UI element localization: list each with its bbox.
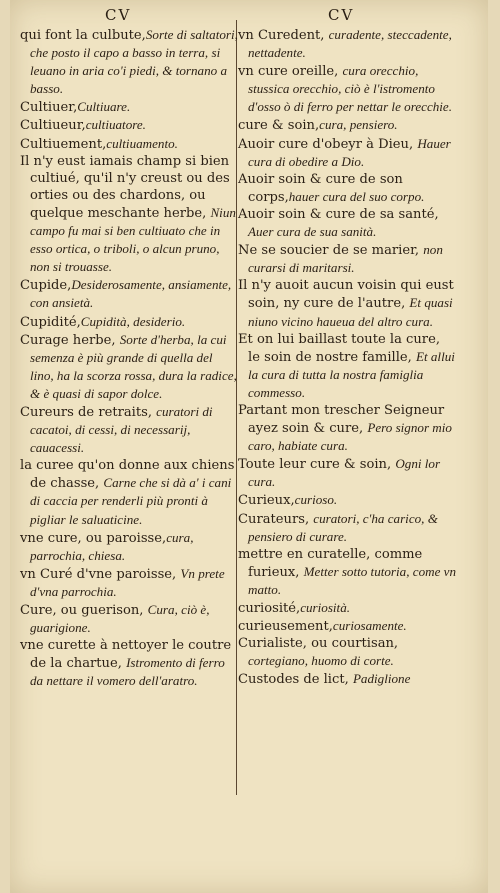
- right-column: [238, 26, 456, 688]
- dictionary-entry: Auoir cure d'obeyr à Dieu, Hauer cura di obedire a Dio.: [238, 135, 451, 169]
- dictionary-entry: qui font la culbute,Sorte di saltatori, che posto il capo a basso in terra, si leuano in aria co'i piedi, & tornano a basso.: [20, 27, 238, 97]
- dictionary-entry: mettre en curatelle, comme furieux, Metter sotto tutoria, come vn matto.: [238, 546, 457, 597]
- running-header: [10, 6, 488, 26]
- header-right: CV: [328, 6, 355, 24]
- book-page: [10, 0, 488, 893]
- dictionary-entry: Cupide,Desiderosamente, ansiamente, con ansietà.: [20, 277, 232, 311]
- dictionary-entry: vn cure oreille, cura orecchio, stussica orecchio, ciò è l'istromento d'osso ò di ferro per nettar le orecchie.: [238, 63, 453, 115]
- dictionary-entry: Curateurs, curatori, c'ha carico, & pensiero di curare.: [238, 510, 438, 544]
- dictionary-entry: vn Curedent, curadente, steccadente, nettadente.: [238, 27, 452, 61]
- dictionary-entry: Ne se soucier de se marier, non curarsi di maritarsi.: [238, 242, 443, 276]
- dictionary-entry: Auoir soin & cure de sa santé, Auer cura de sua sanità.: [238, 206, 439, 240]
- dictionary-entry: Il n'y eust iamais champ si bien cultiué, qu'il n'y creust ou des orties ou des chardons, ou quelque meschante herbe, Niun campo fu mai si ben cultiuato che in esso ortica, o triboli, o alcun pruno, non si trouasse.: [20, 153, 236, 275]
- dictionary-entry: Curage herbe, Sorte d'herba, la cui semenza è più grande di quella del lino, ha la scorza rossa, dura la radice, & è quasi di sapor dolce.: [20, 331, 237, 401]
- dictionary-entry: Auoir soin & cure de son corps,hauer cura del suo corpo.: [238, 171, 425, 205]
- dictionary-entry: Cultiuer,Cultiuare.: [20, 99, 131, 116]
- dictionary-entry: Partant mon trescher Seigneur ayez soin & cure, Pero signor mio caro, habiate cura.: [238, 402, 452, 454]
- left-column: [20, 26, 238, 690]
- dictionary-entry: Curieux,curioso.: [238, 492, 338, 509]
- dictionary-entry: la curee qu'on donne aux chiens de chasse, Carne che si dà a' i cani di caccia per renderli più pronti à pigliar le saluaticine.: [20, 458, 235, 527]
- dictionary-entry: Curialiste, ou courtisan, cortegiano, huomo di corte.: [238, 636, 399, 669]
- dictionary-entry: curiosité,curiosità.: [238, 600, 351, 616]
- dictionary-entry: vne curette à nettoyer le coutre de la chartue, Istromento di ferro da nettare il vomero dell'aratro.: [20, 638, 232, 689]
- dictionary-entry: Toute leur cure & soin, Ogni lor cura.: [238, 456, 441, 490]
- blank-bottom-margin: [10, 803, 488, 893]
- dictionary-entry: Cureurs de retraits, curatori di cacatoi, di cessi, di necessarij, cauacessi.: [20, 403, 213, 456]
- dictionary-entry: Cultiuement,cultiuamento.: [20, 135, 178, 152]
- dictionary-entry: Il n'y auoit aucun voisin qui eust soin, ny cure de l'autre, Et quasi niuno vicino haueua del altro cura.: [238, 278, 454, 329]
- header-left: CV: [105, 6, 132, 24]
- dictionary-entry: Cupidité,Cupidità, desiderio.: [20, 313, 186, 330]
- dictionary-entry: Custodes de lict, Padiglione: [238, 671, 411, 688]
- dictionary-entry: vn Curé d'vne paroisse, Vn prete d'vna parrochia.: [20, 565, 225, 599]
- dictionary-entry: Et on lui baillast toute la cure, le soin de nostre famille, Et allui la cura di tutta la nostra famiglia commesso.: [238, 331, 455, 400]
- dictionary-entry: curieusement,curiosamente.: [238, 618, 407, 635]
- dictionary-entry: cure & soin,cura, pensiero.: [238, 117, 398, 134]
- dictionary-entry: vne cure, ou paroisse,cura, parrochia, chiesa.: [20, 529, 194, 563]
- dictionary-entry: Cure, ou guerison, Cura, ciò è, guarigione.: [20, 602, 210, 636]
- dictionary-entry: Cultiueur,cultiuatore.: [20, 117, 146, 134]
